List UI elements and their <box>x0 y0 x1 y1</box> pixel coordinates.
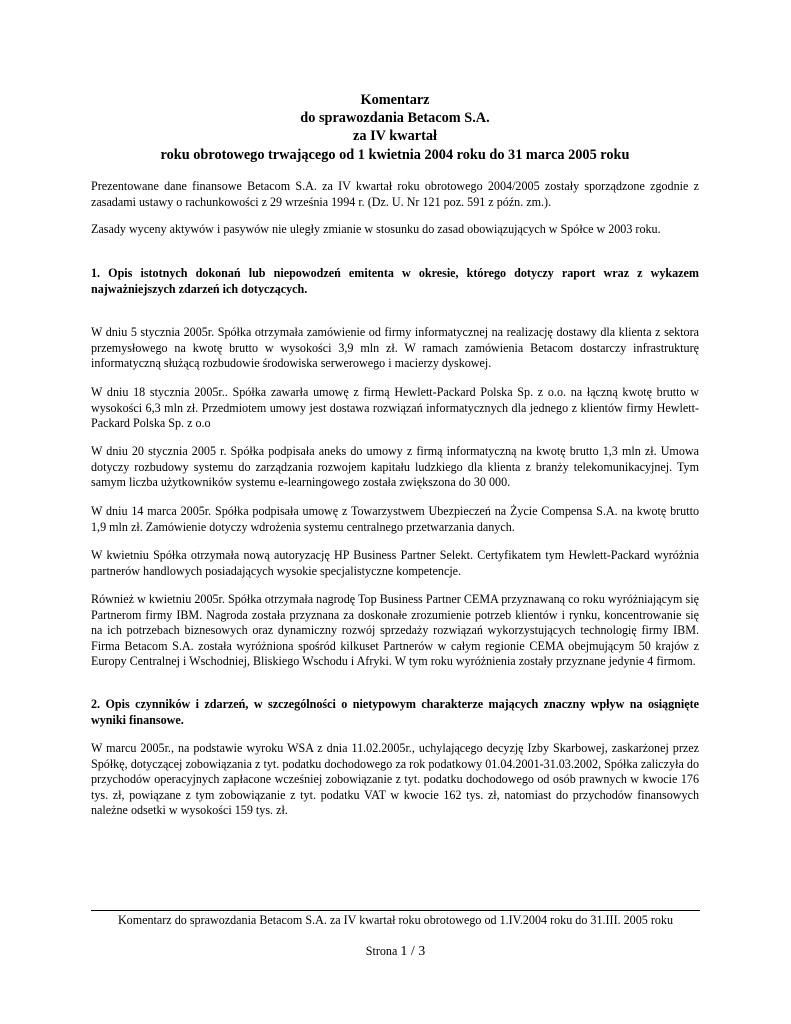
page-label: Strona <box>365 944 401 958</box>
page-number-value: 1 / 3 <box>400 944 426 959</box>
section-heading-2: 2. Opis czynników i zdarzeń, w szczególności o nietypowym charakterze mających znaczny wpływ na osiągnięte wyniki finansowe. <box>91 697 699 727</box>
document-title <box>91 91 699 164</box>
title-line-3: za IV kwartał <box>353 128 437 145</box>
title-line-2: do sprawozdania Betacom S.A. <box>300 110 490 127</box>
title-line-4: roku obrotowego trwającego od 1 kwietnia 2004 roku do 31 marca 2005 roku <box>160 146 630 163</box>
page-number <box>91 942 700 961</box>
paragraph-march-tax: W marcu 2005r., na podstawie wyroku WSA z dnia 11.02.2005r., uchylającego decyzję Izby Skarbowej, zaskarżonej przez Spółkę, dotyczącej zobowiązania z tyt. podatku dochodowego za rok podatkowy 01.04.2001-31.03.2002, Spółka zaliczyła do przychodów operacyjnych zapłacone wcześniej zobowiązanie z tyt. podatku dochodowego od osób prawnych w kwocie 176 tys. zł, powiązane z tym zobowiązanie z tyt. podatku VAT w kwocie 162 tys. zł, natomiast do przychodów finansowych należne odsetki w wysokości 159 tys. zł. <box>91 741 699 818</box>
footer-divider <box>91 910 700 911</box>
section-heading-1: 1. Opis istotnych dokonań lub niepowodzeń emitenta w okresie, którego dotyczy raport wraz z wykazem najważniejszych zdarzeń ich dotyczących. <box>91 266 699 296</box>
paragraph-jan-18: W dniu 18 stycznia 2005r.. Spółka zawarła umowę z firmą Hewlett-Packard Polska Sp. z o.o. na łączną kwotę brutto w wysokości 6,3 mln zł. Przedmiotem umowy jest dostawa rozwiązań informatycznych dla jednego z klientów firmy Hewlett-Packard Polska Sp. z o.o <box>91 385 699 431</box>
title-line-1: Komentarz <box>360 92 430 108</box>
paragraph-jan-5: W dniu 5 stycznia 2005r. Spółka otrzymała zamówienie od firmy informatycznej na realizację dostawy dla klienta z sektora przemysłowego na kwotę brutto w wysokości 3,9 mln zł. W ramach zamówienia Betacom dostarczy infrastrukturę informatyczną służącą rozbudowie środowiska serwerowego i macierzy dyskowej. <box>91 325 699 371</box>
paragraph-april-hp: W kwietniu Spółka otrzymała nową autoryzację HP Business Partner Selekt. Certyfikatem tym Hewlett-Packard wyróżnia partnerów handlowych posiadających wysokie specjalistyczne kompetencje. <box>91 548 699 578</box>
paragraph-jan-20: W dniu 20 stycznia 2005 r. Spółka podpisała aneks do umowy z firmą informatyczną na kwotę brutto 1,3 mln zł. Umowa dotyczy rozbudowy systemu do zarządzania rozwojem kapitału ludzkiego dla klienta z branży telekomunikacyjnej. Tym samym liczba użytkowników systemu e-learningowego została zwiększona do 30 000. <box>91 444 699 490</box>
intro-paragraph: Prezentowane dane finansowe Betacom S.A. za IV kwartał roku obrotowego 2004/2005 zostały sporządzone zgodnie z zasadami ustawy o rachunkowości z 29 września 1994 r. (Dz. U. Nr 121 poz. 591 z późn. zm.). <box>91 179 699 209</box>
footer-text: Komentarz do sprawozdania Betacom S.A. za IV kwartał roku obrotowego od 1.IV.2004 roku do 31.III. 2005 roku <box>117 913 674 927</box>
valuation-paragraph: Zasady wyceny aktywów i pasywów nie uległy zmianie w stosunku do zasad obowiązujących w Spółce w 2003 roku. <box>91 222 661 236</box>
paragraph-mar-14: W dniu 14 marca 2005r. Spółka podpisała umowę z Towarzystwem Ubezpieczeń na Życie Compensa S.A. na kwotę brutto 1,9 mln zł. Zamówienie dotyczy wdrożenia systemu centralnego przetwarzania danych. <box>91 504 699 534</box>
paragraph-april-ibm: Również w kwietniu 2005r. Spółka otrzymała nagrodę Top Business Partner CEMA przyznawaną co roku wyróżniającym się Partnerom firmy IBM. Nagroda została przyznana za doskonałe zrozumienie potrzeb klientów i rynku, koncentrowanie się na ich potrzebach biznesowych oraz dynamiczny rozwój sprzedaży rozwiązań wykorzystujących technologię firmy IBM. Firma Betacom S.A. została wyróżniona spośród kilkuset Partnerów w całym regionie CEMA obejmującym 50 krajów z Europy Centralnej i Wschodniej, Bliskiego Wschodu i Afryki. W tym roku wyróżnienia zostały przyznane jedynie 4 firmom. <box>91 592 699 669</box>
